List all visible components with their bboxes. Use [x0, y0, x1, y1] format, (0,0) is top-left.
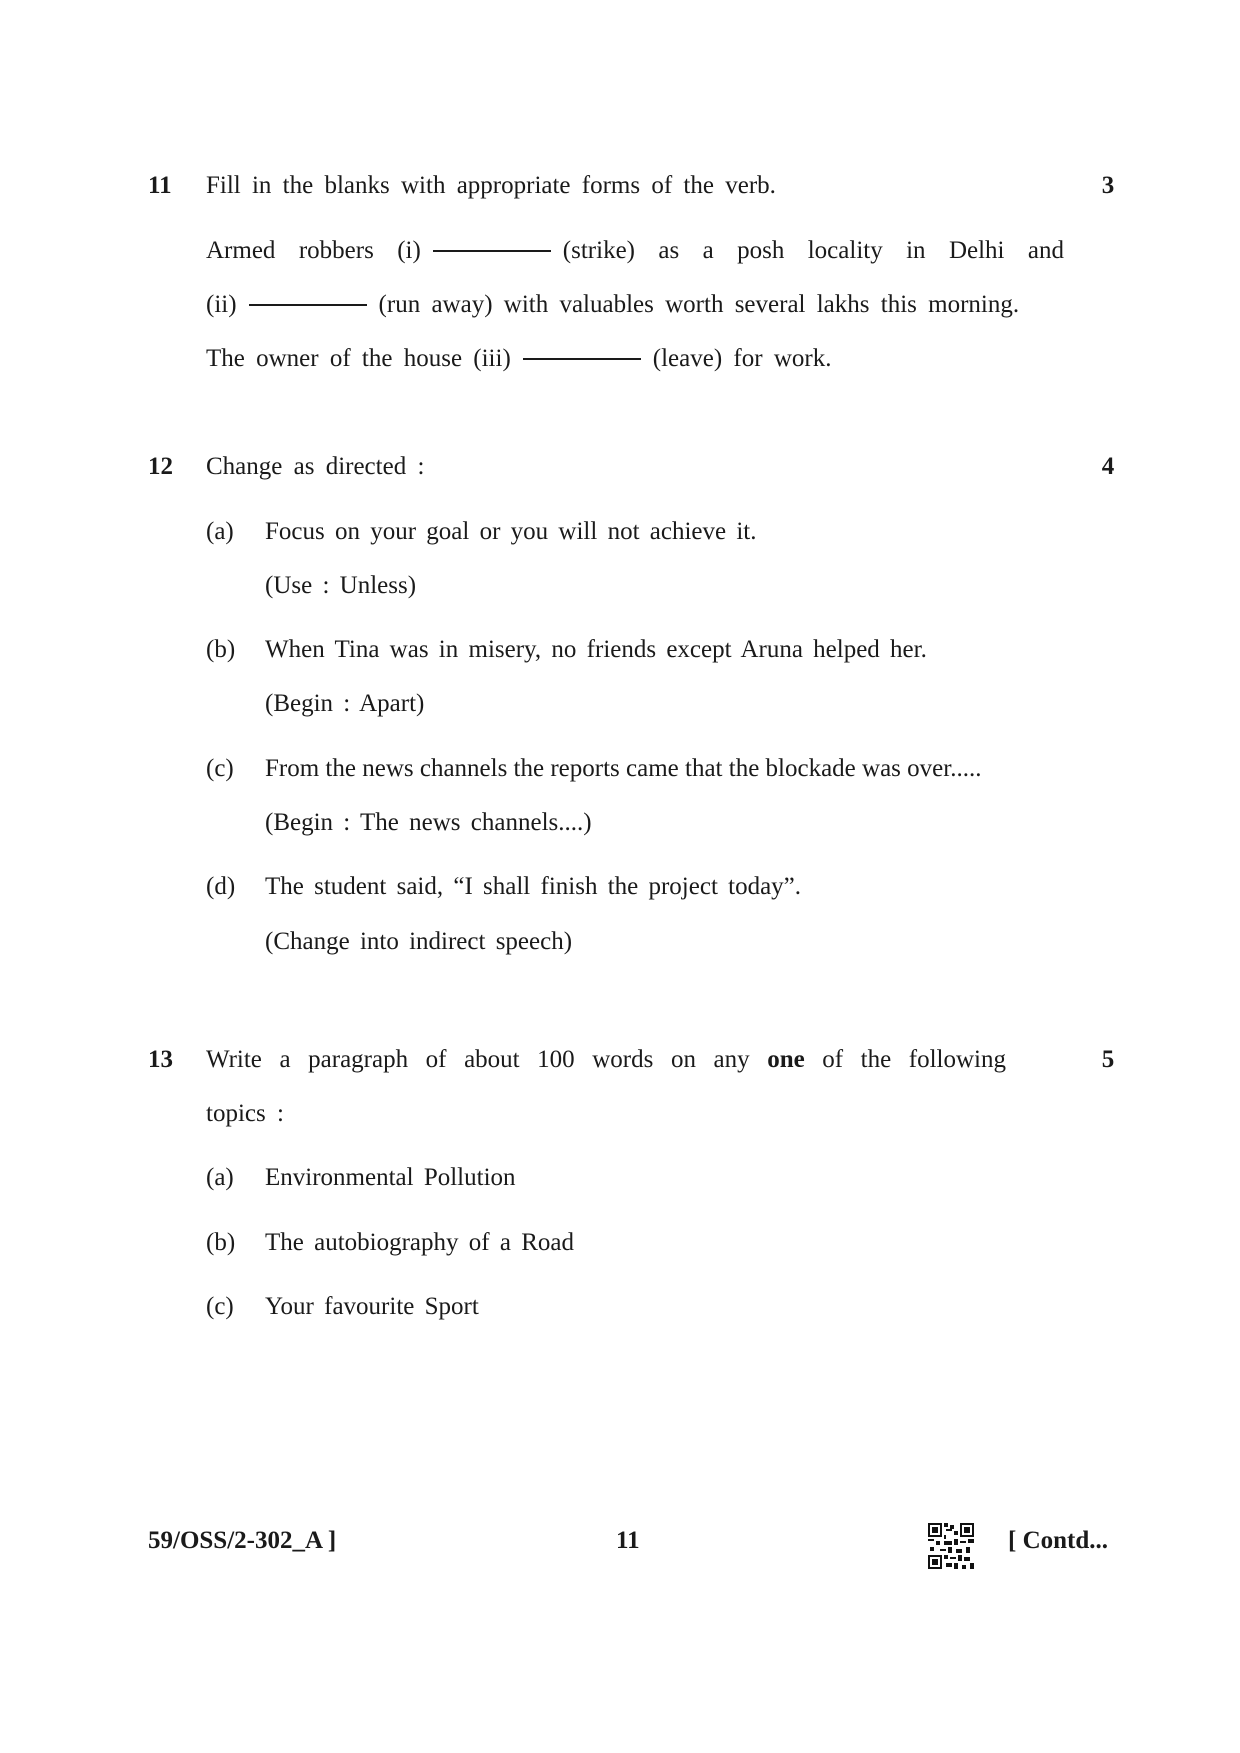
item-label: (c): [206, 755, 234, 782]
passage-line-1: [206, 237, 1064, 265]
question-prompt: Fill in the blanks with appropriate forms of the verb.: [206, 172, 776, 199]
qr-code-icon: [928, 1523, 974, 1569]
question-marks: 3: [1101, 172, 1115, 199]
question-number: 11: [148, 172, 172, 199]
item-label: (d): [206, 873, 236, 900]
item-text: Your favourite Sport: [265, 1293, 479, 1320]
question-marks: 5: [1101, 1046, 1115, 1073]
passage-text: (strike) as a posh locality in Delhi and: [562, 237, 1064, 264]
paper-code: 59/OSS/2-302_A ]: [148, 1527, 337, 1554]
item-text: The autobiography of a Road: [265, 1229, 574, 1256]
question-number: 12: [148, 453, 173, 480]
question-prompt: [206, 1046, 1006, 1074]
question-number: 13: [148, 1046, 173, 1073]
continued-label: [ Contd...: [1008, 1527, 1109, 1554]
item-label: (b): [206, 1229, 236, 1256]
item-label: (a): [206, 1164, 234, 1191]
item-text: When Tina was in misery, no friends except Aruna helped her.: [265, 636, 927, 663]
passage-text: Armed robbers (i): [206, 237, 421, 264]
passage-text: (leave) for work.: [652, 345, 832, 372]
passage-text: (run away) with valuables worth several lakhs this morning.: [378, 291, 1020, 318]
answer-blank[interactable]: [523, 358, 641, 360]
passage-text: (ii): [206, 291, 237, 318]
item-label: (b): [206, 636, 236, 663]
item-label: (c): [206, 1293, 234, 1320]
item-instruction: (Begin : Apart): [265, 690, 425, 717]
page-number: 11: [616, 1527, 640, 1554]
prompt-text: of the following: [822, 1046, 1006, 1073]
question-marks: 4: [1101, 453, 1115, 480]
item-instruction: (Begin : The news channels....): [265, 809, 592, 836]
question-prompt-continued: topics :: [206, 1100, 284, 1127]
prompt-emphasis: one: [767, 1046, 805, 1073]
passage-line-2: [206, 291, 1064, 319]
item-text: Focus on your goal or you will not achieve it.: [265, 518, 757, 545]
question-prompt: Change as directed :: [206, 453, 425, 480]
item-text: Environmental Pollution: [265, 1164, 516, 1191]
item-instruction: (Change into indirect speech): [265, 928, 573, 955]
answer-blank[interactable]: [249, 304, 367, 306]
item-instruction: (Use : Unless): [265, 572, 417, 599]
item-label: (a): [206, 518, 234, 545]
item-text: From the news channels the reports came that the blockade was over.....: [265, 755, 982, 782]
item-text: The student said, “I shall finish the project today”.: [265, 873, 802, 900]
passage-text: The owner of the house (iii): [206, 345, 511, 372]
prompt-text: Write a paragraph of about 100 words on any: [206, 1046, 750, 1073]
answer-blank[interactable]: [433, 250, 551, 252]
passage-line-3: [206, 345, 1064, 373]
